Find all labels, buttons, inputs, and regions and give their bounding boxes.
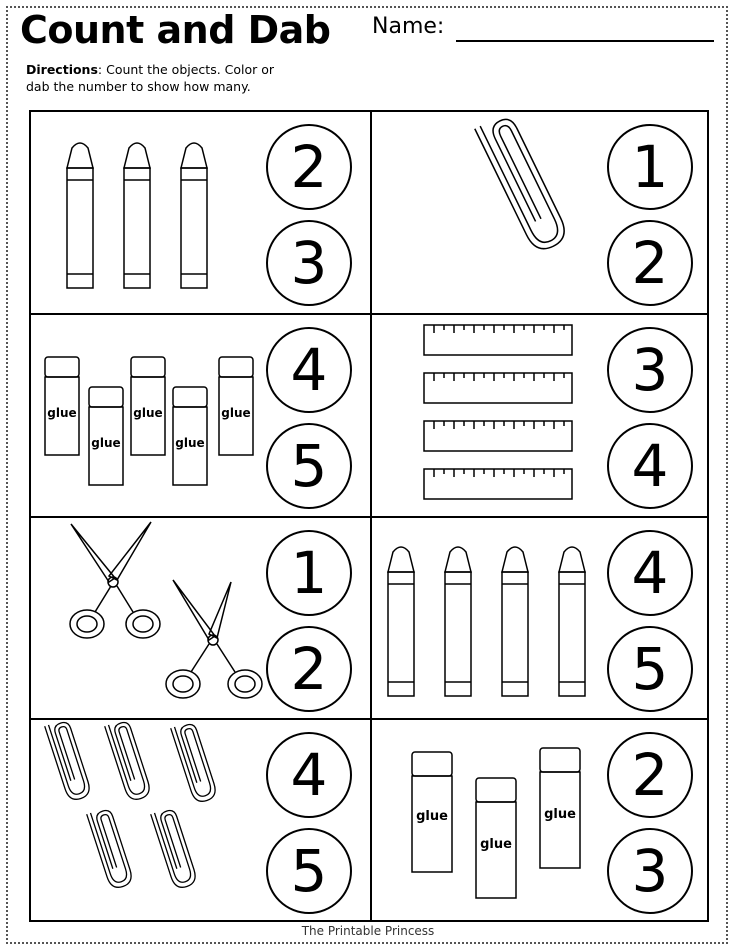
number-circle[interactable]: 1	[266, 530, 352, 616]
name-line[interactable]	[456, 40, 714, 42]
glue-label: glue	[544, 807, 576, 822]
directions	[26, 61, 336, 95]
cell-scissors-2	[31, 518, 369, 719]
paperclip-illustration	[372, 112, 612, 313]
scissors-illustration	[31, 518, 271, 719]
number-circle[interactable]: 3	[607, 828, 693, 914]
glue-label: glue	[91, 436, 121, 450]
cell-rulers-4	[372, 315, 710, 516]
paperclips-illustration	[31, 720, 271, 921]
number-circle[interactable]: 2	[607, 732, 693, 818]
glue-sticks-illustration	[31, 315, 271, 516]
crayons-illustration	[31, 112, 271, 313]
glue-label: glue	[221, 406, 251, 420]
rulers-illustration	[372, 315, 612, 516]
cell-paperclip-1	[372, 112, 710, 313]
cell-paperclips-5	[31, 720, 369, 921]
directions-text: : Count the objects. Color or	[97, 62, 275, 77]
glue-label: glue	[480, 837, 512, 852]
number-circle[interactable]: 2	[266, 124, 352, 210]
cell-glue-5	[31, 315, 369, 516]
glue-label: glue	[133, 406, 163, 420]
number-circle[interactable]: 5	[266, 828, 352, 914]
crayons-illustration	[372, 518, 612, 719]
footer-credit: The Printable Princess	[301, 924, 435, 938]
name-label: Name:	[372, 14, 445, 39]
number-circle[interactable]: 4	[266, 327, 352, 413]
number-circle[interactable]: 3	[266, 220, 352, 306]
number-circle[interactable]: 2	[266, 626, 352, 712]
number-circle[interactable]: 5	[266, 423, 352, 509]
glue-label: glue	[416, 809, 448, 824]
number-circle[interactable]: 4	[607, 423, 693, 509]
glue-label: glue	[175, 436, 205, 450]
number-circle[interactable]: 2	[607, 220, 693, 306]
number-circle[interactable]: 5	[607, 626, 693, 712]
glue-sticks-illustration	[372, 720, 612, 921]
glue-label: glue	[47, 406, 77, 420]
page-title: Count and Dab	[20, 8, 331, 52]
number-circle[interactable]: 3	[607, 327, 693, 413]
cell-crayons-4	[372, 518, 710, 719]
directions-label: Directions	[26, 62, 98, 77]
cell-crayons-3	[31, 112, 369, 313]
number-circle[interactable]: 4	[266, 732, 352, 818]
number-circle[interactable]: 1	[607, 124, 693, 210]
worksheet-grid	[29, 110, 709, 922]
number-circle[interactable]: 4	[607, 530, 693, 616]
directions-text-2: dab the number to show how many.	[26, 79, 251, 94]
cell-glue-3	[372, 720, 710, 921]
